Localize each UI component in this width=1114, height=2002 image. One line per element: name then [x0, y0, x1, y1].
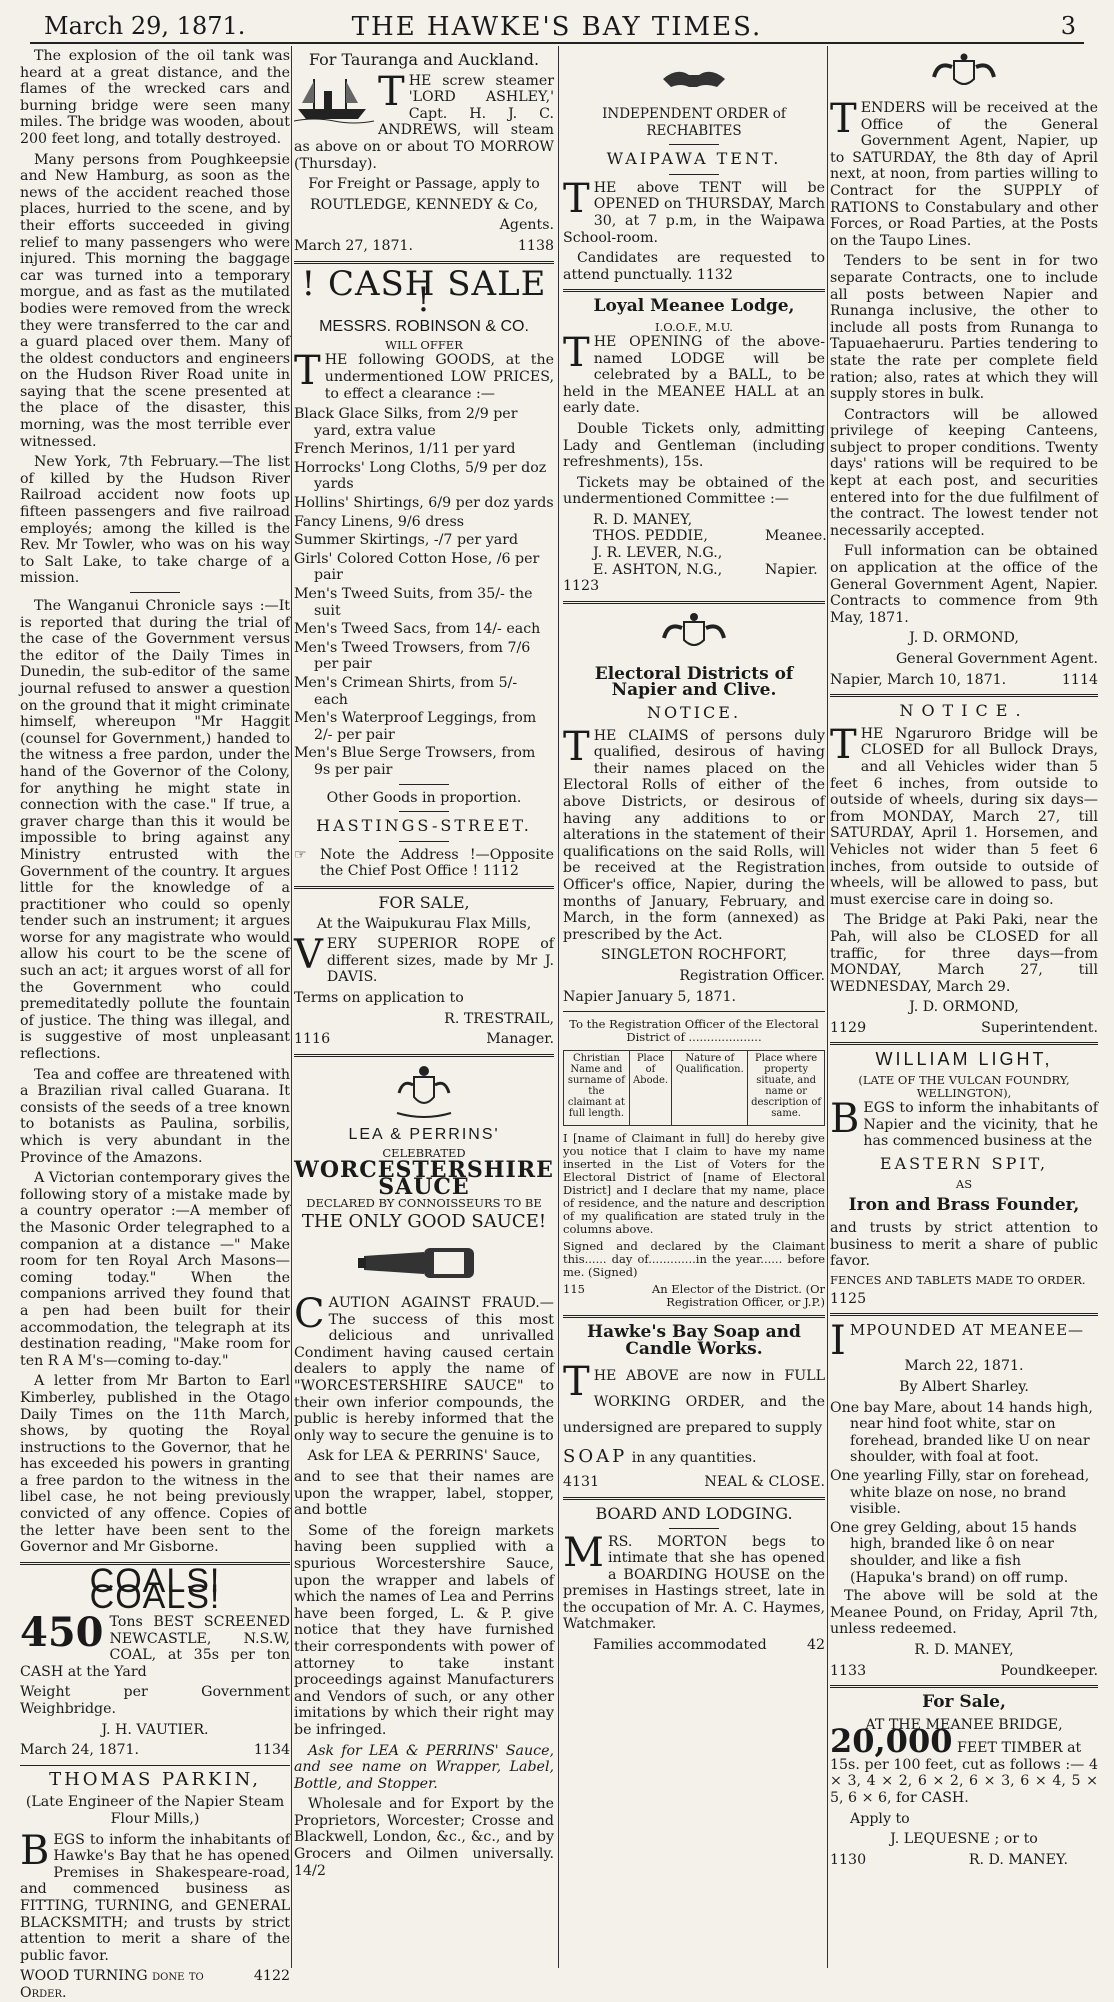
board-ad	[563, 1503, 825, 1654]
bridge-notice: NOTICE.	[899, 701, 1029, 721]
dropcap: I	[830, 1318, 846, 1365]
impounded-ad	[830, 1318, 1098, 1679]
electoral-signer: SINGLETON ROCHFORT,	[600, 947, 788, 964]
sauce-bottle-icon	[294, 1235, 554, 1291]
board-body: RS. MORTON begs to intimate that she has opened a BOARDING HOUSE on the premises in Hastings street, late in the occupation of Mr. A. C. Haymes, Watchmaker.	[563, 1533, 825, 1633]
timber-apply: Apply to	[850, 1810, 910, 1827]
list-item: Men's Waterproof Leggings, from 2/- per pair	[294, 710, 537, 743]
steamship-icon	[294, 73, 374, 125]
royal-arms-icon	[294, 1063, 554, 1123]
dropcap: T	[563, 723, 590, 770]
electoral-body: HE CLAIMS of persons duly qualified, desirous of having their names placed on the Electoral Rolls of either of the above Districts, or desirous of having any additions to or alterations in the statement of their qualifications on the said Rolls, will be received at the Registration Officer's office, Napier, during the months of January, February, and March, in the form (annexed) as prescribed by the Act.	[563, 727, 825, 943]
parkin-sub: (Late Engineer of the Napier Steam Flour Mills,)	[25, 1794, 285, 1827]
divider	[830, 1685, 1098, 1688]
news-paragraph: Many persons from Poughkeepsie and New Hamburg, as soon as the news of the accident reached those places, hurried to the scene, and by their efforts succeeded in giving relief to many passengers who were injured. This morning the baggage car was turned into a temporary morgue, and as fast as the mutilated bodies were removed from the wreck they were transferred to the car and a guard placed over them. Many of the oldest conductors and engineers on the Hudson River Road unite in saying that the scene presented at the place of the disaster, this morning, was the most terrible ever witnessed.	[20, 151, 290, 450]
tenders-ad	[830, 52, 1098, 688]
ad-ref: 1132	[696, 266, 733, 283]
electoral-form-to: To the Registration Officer of the Electoral District of ....................	[569, 1017, 819, 1045]
electoral-declaration: I [name of Claimant in full] do hereby give you notice that I claim to have my name inserted in the List of Voters for the Electoral District of [name of Electoral District] and I declare that my name, place of residence, and the nature and description of my qualification are stated truly in the columns above.	[563, 1131, 825, 1237]
divider	[399, 841, 449, 842]
impounded-items	[830, 1400, 1098, 1587]
board-heading: BOARD AND LODGING.	[595, 1503, 793, 1523]
soap-heading: Hawke's Bay Soap and Candle Works.	[587, 1322, 801, 1359]
cash-street: HASTINGS-STREET.	[316, 816, 532, 836]
rechabites-heading: INDEPENDENT ORDER of RECHABITES	[602, 106, 786, 139]
column-divider	[558, 46, 559, 1968]
light-ad	[830, 1051, 1098, 1307]
coals-heading: COALS! COALS!	[89, 1561, 221, 1617]
light-spit: EASTERN SPIT,	[879, 1153, 1049, 1173]
cash-sale-ad	[294, 263, 554, 880]
list-item: Fancy Linens, 9/6 dress	[294, 513, 465, 530]
tenders-p2: Tenders to be sent in for two separate Contracts, one to include all posts between Napier and Runanga inclusive, the other to include all posts from Runanga to Tapuaehaeruru. Parties tendering to state the rate per complete field ration; also, rates at which they will supply stores in bulk.	[830, 253, 1098, 403]
light-as: AS	[955, 1177, 973, 1192]
soap-body2: in any quantities.	[631, 1450, 757, 1467]
tenders-p4: Full information can be obtained on application at the office of the General Government Agent, Napier. Contracts to commence from 9th May, 1871.	[830, 543, 1098, 626]
ad-ref: 1123	[563, 578, 600, 595]
coals-text: Tons BEST SCREENED NEWCASTLE, N.S.W, COAL, at 35s per ton CASH at the Yard	[20, 1614, 290, 1680]
cash-other: Other Goods in proportion.	[326, 789, 522, 806]
sauce-only: THE ONLY GOOD SAUCE!	[301, 1211, 547, 1233]
list-item: One yearling Filly, star on forehead, white blaze on nose, no brand visible.	[830, 1467, 1090, 1518]
column-divider	[291, 46, 292, 1968]
light-body: EGS to inform the inhabitants of Napier and the vicinity, that he has commenced business at the	[863, 1100, 1098, 1150]
ad-ref: 4131	[563, 1474, 600, 1491]
dropcap: B	[830, 1096, 860, 1143]
sauce-name: WORCESTERSHIRE SAUCE	[294, 1157, 554, 1200]
cash-intro: HE following GOODS, at the undermentioned LOW PRICES, to effect a clearance :—	[324, 352, 554, 402]
rope-ad	[294, 892, 554, 1048]
divider	[399, 811, 449, 812]
rope-place: At the Waipukurau Flax Mills,	[316, 915, 532, 932]
ad-ref: 1114	[1061, 671, 1098, 688]
divider	[830, 1042, 1098, 1045]
form-column: Nature of Qualification.	[672, 1051, 748, 1126]
impounded-by: By Albert Sharley.	[899, 1379, 1029, 1395]
light-fences: FENCES AND TABLETS MADE TO ORDER.	[830, 1272, 1086, 1287]
divider	[294, 886, 554, 889]
divider	[563, 601, 825, 604]
list-item: Men's Blue Serge Trowsers, from 9s per pair	[294, 745, 536, 778]
divider	[563, 1315, 825, 1318]
list-item: Men's Tweed Trowsers, from 7/6 per pair	[294, 639, 531, 673]
committee-member: R. D. MANEY,	[593, 511, 693, 528]
rope-terms: Terms on application to	[294, 989, 464, 1006]
soap-ad	[563, 1324, 825, 1491]
divider	[669, 174, 719, 175]
registration-form-table	[563, 1050, 825, 1126]
column-2	[294, 48, 554, 1964]
committee-member: E. ASHTON, N.G.,	[593, 561, 723, 578]
ad-ref: 14/2	[294, 1862, 326, 1879]
timber-feet: FEET TIMBER at	[956, 1740, 1082, 1757]
pointing-hand-icon: ☞	[294, 846, 307, 863]
bridge-body: HE Ngaruroro Bridge will be CLOSED for all Bullock Drays, and all Vehicles wider than 5 feet 6 inches, from outside to outside of wheels, during six days—from MONDAY, March 27, till SATURDAY, April 1. Horsemen, and Vehicles not wider than 5 feet 6 inches, from outside to outside of wheels, will be allowed to pass, but must exercise care in doing so.	[830, 725, 1098, 908]
divider	[563, 289, 825, 292]
issue-date: March 29, 1871.	[44, 12, 246, 40]
steamer-freight: For Freight or Passage, apply to	[308, 176, 540, 193]
rechabites-ad	[563, 52, 825, 283]
sauce-celebrated: CELEBRATED	[382, 1146, 466, 1161]
dropcap: T	[830, 721, 857, 768]
column-divider	[827, 46, 828, 1968]
impounded-date: March 22, 1871.	[904, 1358, 1024, 1375]
royal-arms-icon	[563, 610, 825, 660]
timber-ad	[830, 1694, 1098, 1868]
divider	[830, 1313, 1098, 1316]
lodge-committee	[563, 512, 825, 578]
ad-ref: 1138	[517, 237, 554, 254]
steamer-ad	[294, 52, 554, 255]
tenders-signer: J. D. ORMOND,	[909, 630, 1019, 647]
ad-ref: 1125	[830, 1290, 867, 1307]
soap-signer: NEAL & CLOSE.	[704, 1474, 825, 1491]
rechabites-tent: WAIPAWA TENT.	[606, 149, 782, 169]
clasped-hands-icon	[563, 52, 825, 102]
steamer-agents: ROUTLEDGE, KENNEDY & Co,	[309, 196, 539, 213]
list-item: French Merinos, 1/11 per yard	[294, 441, 516, 458]
news-paragraph: Tea and coffee are threatened with a Brazilian rival called Guarana. It consists of the seeds of a tree known to botanists as Paulina, sorbilis, which is very abundant in the Province of the Amazons.	[20, 1066, 290, 1166]
steamer-date: March 27, 1871.	[294, 237, 414, 254]
dropcap: M	[563, 1529, 604, 1576]
rope-heading: FOR SALE,	[378, 892, 470, 912]
dropcap: V	[294, 932, 323, 979]
rechabites-body: HE above TENT will be OPENED on THURSDAY, March 30, at 7 p.m, in the Waipawa School-room.	[563, 179, 825, 246]
list-item: Girls' Colored Cotton Hose, /6 per pair	[294, 550, 540, 584]
list-item: Hollins' Shirtings, 6/9 per doz yards	[294, 495, 554, 512]
sauce-foreign: Some of the foreign markets having been supplied with a spurious Worcestershire Sauce, upon the wrapper and labels of which the names of Lea and Perrins have been forged, L. & P. give notice that they have furnished their correspondents with power of attorney to take instant proceedings against Manufacturers and Vendors of such, or any other imitations by which their right may be infringed.	[294, 1522, 554, 1738]
cash-items	[294, 406, 554, 778]
divider	[830, 694, 1098, 697]
ad-ref: 4122	[253, 1968, 290, 1985]
column-1	[20, 48, 290, 2001]
news-paragraph: New York, 7th February.—The list of killed by the Hudson River Railroad accident now foots up fifteen passengers and five railroad employés; among the killed is the Rev. Mr Towler, who was on his way to Salt Lake, to take charge of a mission.	[20, 454, 290, 587]
news-paragraph: The explosion of the oil tank was heard at a great distance, and the flames of the wrecked cars and burning bridge were seen many miles. The bridge was wooden, about 200 feet long, and totally destroyed.	[20, 48, 290, 147]
form-column: Christian Name and surname of the claimant at full length.	[564, 1051, 630, 1126]
timber-quantity: 20,000	[830, 1722, 953, 1761]
electoral-heading: Electoral Districts of Napier and Clive.	[594, 663, 794, 701]
list-item: One grey Gelding, about 15 hands high, branded like ô on near shoulder, and like a fish (Hapuka's brand) on off rump.	[830, 1519, 1077, 1586]
electoral-ad	[563, 610, 825, 1309]
tenders-role: General Government Agent.	[895, 651, 1098, 667]
coals-weighbridge: Weight per Government Weighbridge.	[20, 1684, 290, 1717]
list-item: Summer Skirtings, -/7 per yard	[294, 532, 519, 549]
divider	[130, 592, 180, 593]
dropcap: T	[563, 329, 590, 376]
soap-body: HE ABOVE are now in FULL WORKING ORDER, and the undersigned are prepared to supply	[563, 1368, 825, 1437]
timber-place: AT THE MEANEE BRIDGE,	[865, 1716, 1063, 1733]
divider	[294, 1054, 554, 1057]
electoral-date: Napier January 5, 1871.	[563, 988, 737, 1005]
column-4	[830, 48, 1098, 1964]
cash-note: Note the Address !—Opposite the Chief Post Office !	[320, 846, 554, 880]
electoral-signed: Signed and declared by the Claimant this...... day of.............in the year...... before me. (Signed)	[563, 1239, 825, 1280]
tenders-date: Napier, March 10, 1871.	[830, 671, 1007, 688]
bridge-signer: J. D. ORMOND,	[909, 999, 1019, 1016]
sauce-ask2: Ask for LEA & PERRINS' Sauce, and see name on Wrapper, Label, Bottle, and Stopper.	[294, 1742, 554, 1792]
ad-ref: 1134	[253, 1742, 290, 1759]
rope-role: Manager.	[486, 1031, 554, 1048]
divider	[669, 144, 719, 145]
lodge-napier: Napier.	[765, 561, 818, 578]
lodge-tickets: Double Tickets only, admitting Lady and Gentleman (including refreshments), 15s.	[563, 420, 825, 471]
cash-firm: MESSRS. ROBINSON & CO.	[319, 317, 529, 335]
paper-title: THE HAWKE'S BAY TIMES.	[351, 12, 763, 42]
list-item: Black Glace Silks, from 2/9 per yard, extra value	[294, 406, 518, 439]
parkin-ad	[20, 1768, 290, 2002]
page-number: 3	[1060, 12, 1076, 40]
parkin-body: EGS to inform the inhabitants of Hawke's Bay that he has opened Premises in Shakespeare-road, and commenced business as FITTING, TURNING, and GENERAL BLACKSMITH; and trusts by strict attention to merit a share of the public favor.	[20, 1831, 290, 1964]
list-item: Men's Crimean Shirts, from 5/- each	[294, 675, 518, 708]
divider	[399, 784, 449, 785]
divider	[563, 1011, 825, 1012]
cash-will-offer: WILL OFFER	[385, 338, 463, 353]
dropcap: T	[378, 68, 405, 115]
lodge-heading: Loyal Meanee Lodge,	[593, 296, 795, 317]
parkin-heading: THOMAS PARKIN,	[49, 1768, 261, 1790]
committee-member: J. R. LEVER, N.G.,	[593, 545, 723, 562]
ad-ref: 1130	[830, 1851, 867, 1868]
divider	[563, 1497, 825, 1500]
timber-signer2: R. D. MANEY.	[968, 1851, 1068, 1868]
impounded-sold: The above will be sold at the Meanee Pound, on Friday, April 7th, unless redeemed.	[830, 1588, 1098, 1638]
list-item: Men's Tweed Suits, from 35/- the suit	[294, 586, 533, 619]
timber-signer1: J. LEQUESNE ; or to	[890, 1831, 1038, 1848]
cash-heading: ! CASH SALE !	[301, 263, 547, 321]
dropcap: T	[294, 348, 321, 395]
royal-arms-icon	[830, 52, 1098, 96]
impounded-signer: R. D. MANEY,	[914, 1641, 1014, 1658]
parkin-footer: WOOD TURNING done to Order.	[20, 1968, 204, 2001]
sauce-wholesale: Wholesale and for Export by the Proprietors, Worcester; Crosse and Blackwell, London, &c., &c., and by Grocers and Oilmen universally.	[294, 1796, 554, 1863]
committee-member: THOS. PEDDIE,	[593, 528, 708, 545]
rechabites-candidates: Candidates are requested to attend punctually.	[563, 250, 825, 283]
light-trusts: and trusts by strict attention to business to merit a share of public favor.	[830, 1220, 1098, 1270]
rope-signer: R. TRESTRAIL,	[444, 1010, 554, 1027]
sauce-see: and to see that their names are upon the wrapper, label, stopper, and bottle	[294, 1469, 554, 1519]
form-column: Place where property situate, and name or description of same.	[748, 1051, 825, 1126]
dropcap: T	[830, 96, 857, 142]
steamer-body: HE screw steamer 'LORD ASHLEY,' Capt. H. J. C. ANDREWS, will steam as above on or about TO MORROW (Thursday).	[294, 72, 554, 172]
electoral-role: Registration Officer.	[679, 967, 825, 984]
ad-ref: 42	[806, 1637, 825, 1654]
bridge-ad	[830, 703, 1098, 1036]
list-item: Men's Tweed Sacs, from 14/- each	[294, 621, 541, 638]
timber-body: 15s. per 100 feet, cut as follows :— 4 × 3, 4 × 2, 6 × 2, 6 × 3, 6 × 4, 5 × 5, 6 × 6, for CASH.	[830, 1756, 1098, 1807]
light-sub: (LATE OF THE VULCAN FOUNDRY, WELLINGTON),	[858, 1073, 1070, 1101]
dropcap: C	[294, 1291, 325, 1338]
tenders-p3: Contractors will be allowed privilege of keeping Canteens, subject to proper conditions. Twenty days' rations will be required to be kept at each post, and securities entered into for the due fulfilment of the contract. The lowest tender not necessarily accepted.	[830, 406, 1098, 539]
lodge-sub: I.O.O.F., M.U.	[655, 319, 733, 334]
list-item: One bay Mare, about 14 hands high, near hind foot white, star on forehead, branded like U on near shoulder, with foal at foot.	[830, 1399, 1093, 1466]
tenders-body: ENDERS will be received at the Office of the General Government Agent, Napier, up to SATURDAY, the 8th day of April next, at noon, from parties willing to Contract for the SUPPLY of RATIONS to Constabulary and other Forces, or Road Parties, at the Posts on the Taupo Lines.	[830, 100, 1098, 249]
list-item: Horrocks' Long Cloths, 5/9 per doz yards	[294, 459, 547, 493]
ad-ref: 1116	[294, 1031, 331, 1048]
coals-date: March 24, 1871.	[20, 1742, 140, 1759]
steamer-heading: For Tauranga and Auckland.	[308, 50, 540, 69]
sauce-ad	[294, 1063, 554, 1880]
news-paragraph: A Victorian contemporary gives the following story of a mistake made by a country operator :—A member of the Masonic Order telegraphed to a companion at a distance —" Make room for ten Royal Arch Masons—coming today." When the companions arrived they found that a pen had been built for their accommodation, the telegraph at its destination reading, "Make room for ten R A M's—coming to-day."	[20, 1170, 290, 1369]
electoral-notice: NOTICE.	[646, 703, 742, 723]
bridge-p2: The Bridge at Paki Paki, near the Pah, will also be CLOSED for all traffic, for three days—from MONDAY, March 27, till WEDNESDAY, March 29.	[830, 912, 1098, 995]
steamer-agents-label: Agents.	[499, 217, 554, 234]
sauce-brand: LEA & PERRINS'	[348, 1125, 500, 1143]
dropcap: B	[20, 1827, 50, 1874]
lodge-body: HE OPENING of the above-named LODGE will be celebrated by a BALL, to be held in the MEANEE HALL at an early date.	[563, 333, 825, 417]
sauce-caution: AUTION AGAINST FRAUD.— The success of this most delicious and unrivalled Condiment having caused certain dealers to apply the name of "WORCESTERSHIRE SAUCE" to their own inferior compounds, the public is hereby informed that the only way to secure the genuine is to	[294, 1295, 554, 1444]
light-trade: Iron and Brass Founder,	[848, 1195, 1080, 1216]
lodge-meanee: Meanee.	[765, 527, 827, 544]
lodge-ad	[563, 298, 825, 595]
sauce-declared: DECLARED BY CONNOISSEURS TO BE	[306, 1196, 542, 1211]
sauce-ask: Ask for LEA & PERRINS' Sauce,	[307, 1448, 541, 1465]
column-3	[563, 48, 825, 1964]
ad-ref: 1133	[830, 1662, 867, 1679]
ad-ref: 1129	[830, 1019, 867, 1036]
dropcap: T	[563, 175, 590, 222]
board-families: Families accommodated	[593, 1637, 767, 1654]
ad-ref: 115	[563, 1282, 585, 1297]
bridge-role: Superintendent.	[981, 1019, 1098, 1036]
divider	[20, 1765, 290, 1766]
form-column: Place of Abode.	[629, 1051, 672, 1126]
lodge-obtain: Tickets may be obtained of the undermentioned Committee :—	[563, 474, 825, 508]
dropcap: T	[563, 1359, 590, 1406]
timber-heading: For Sale,	[922, 1692, 1006, 1713]
coals-quantity: 450	[20, 1609, 104, 1657]
news-paragraph: A letter from Mr Barton to Earl Kimberley, published in the Otago Daily Times on the 11th March, shows, by quoting the Royal instructions to the Governor, that he has exceeded his powers in granting a free pardon to the witness in the libel case, he not being previously convicted of any offence. Copies of the letter have been sent to the Governor and Mr Gisborne.	[20, 1373, 290, 1556]
coals-ad	[20, 1561, 290, 1759]
light-heading: WILLIAM LIGHT,	[875, 1049, 1053, 1070]
rope-body: ERY SUPERIOR ROPE of different sizes, made by Mr J. DAVIS.	[326, 936, 554, 986]
railroad-news	[20, 48, 290, 587]
impounded-role: Poundkeeper.	[1000, 1662, 1098, 1679]
general-news	[20, 598, 290, 1556]
masthead	[30, 8, 1084, 44]
ad-ref: 1112	[482, 863, 519, 880]
news-paragraph: The Wanganui Chronicle says :—It is reported that during the trial of the case of the Government versus the editor of the Daily Times in Dunedin, the sub-editor of the same journal refused to answer a question on the ground that it might criminate himself, whereupon "Mr Haggit (counsel for Government,) handed to the witness a free pardon, under the hand of the Governor of the Colony, for anything he might state in connection with the case." If true, a graver charge than this it would be impossible to bring against any Ministry entrusted with the Government of the country. It argues little for the knowledge of a practitioner who could so openly tender such an instrument; it argues worse for any magistrate who would allow his court to be the scene of such an act; it argues worst of all for the Government who could premeditatedly pollute the fountain of justice. The thing was illegal, and is suggestive of most unpleasant reflections.	[20, 598, 290, 1063]
coals-signer: J. H. VAUTIER.	[101, 1721, 209, 1738]
electoral-elector: An Elector of the District. (Or Registration Officer, or J.P.)	[651, 1282, 825, 1310]
soap-word: SOAP	[563, 1446, 628, 1468]
impounded-heading: MPOUNDED AT MEANEE—	[849, 1321, 1085, 1340]
divider	[669, 1528, 719, 1529]
